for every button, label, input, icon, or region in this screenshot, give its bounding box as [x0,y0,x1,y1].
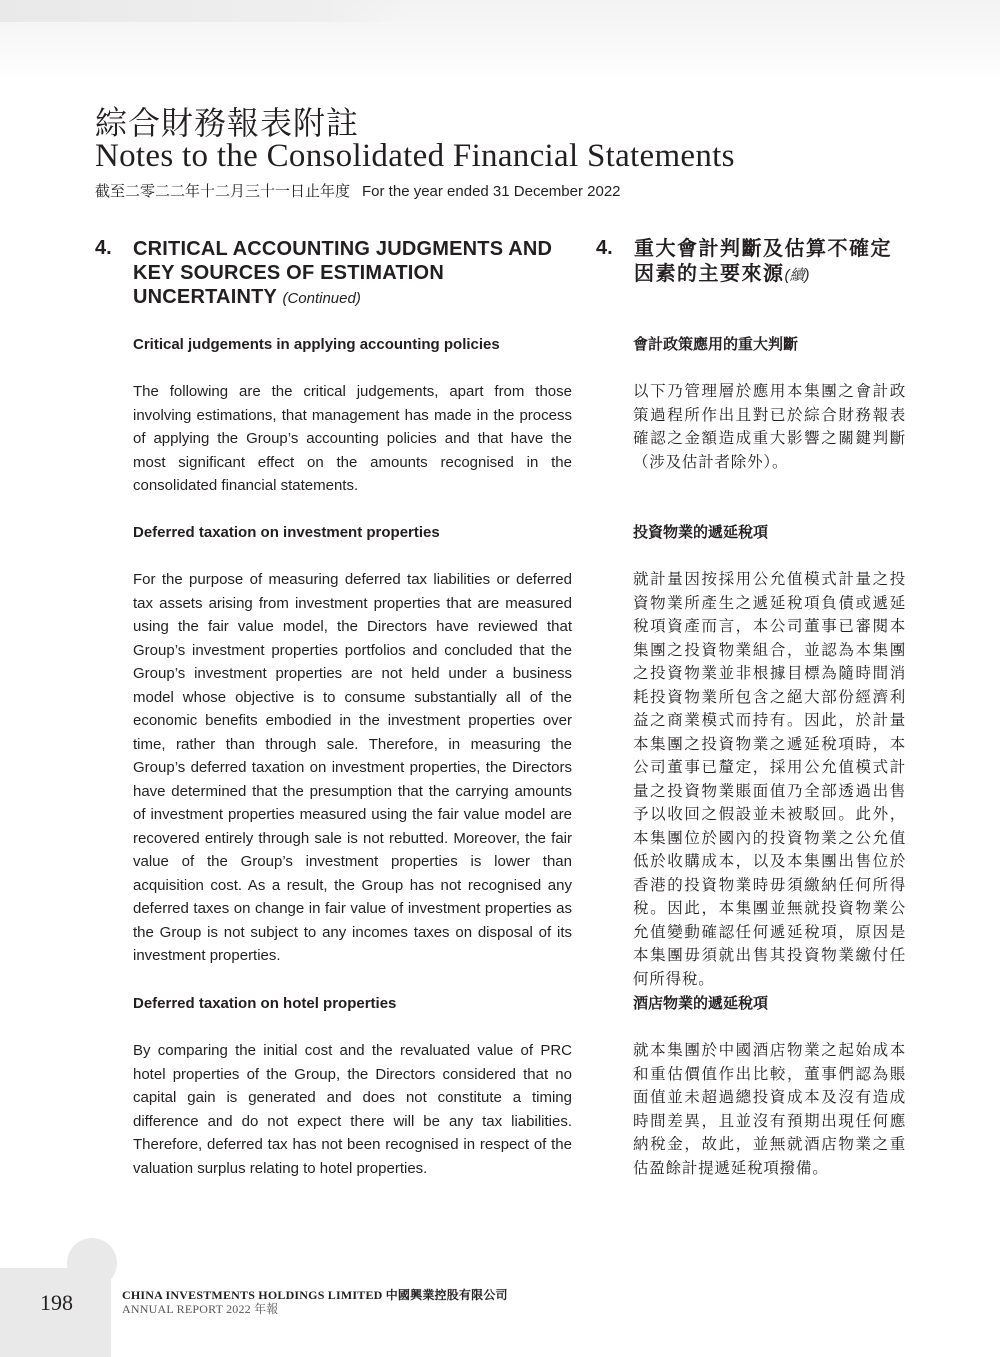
paragraph-hotel-properties-en: By comparing the initial cost and the revaluated value of PRC hotel properties of the Group, the Directors considered that no capital gain is generated and does not constitute a timing difference and do not expect there will be any tax liabilities. Therefore, deferred tax has not been recognised in respect of the valuation surplus relating to hotel properties. [133,1042,572,1177]
subhead-investment-properties-zh: 投資物業的遞延稅項 [633,524,769,541]
paragraph-investment-properties-zh: 就計量因按採用公允值模式計量之投資物業所產生之遞延稅項負債或遞延稅項資產而言，本公司董事已審閱本集團之投資物業組合，並認為本集團之投資物業並非根據目標為隨時間消耗投資物業所包含之絕大部份經濟利益之商業模式而持有。因此，於計量本集團之投資物業之遞延稅項時，本公司董事已釐定，採用公允值模式計量之投資物業賬面值乃全部透過出售予以收回之假設並未被駁回。此外，本集團位於國內的投資物業之公允值低於收購成本，以及本集團出售位於香港的投資物業時毋須繳納任何所得稅。因此，本集團並無就投資物業公允值變動確認任何遞延稅項，原因是本集團毋須就出售其投資物業繳付任何所得稅。 [633,571,906,988]
subhead-critical-judgements-zh: 會計政策應用的重大判斷 [633,336,799,353]
header-decoration [0,0,410,22]
continued-label-en: (Continued) [282,290,361,307]
page-number: 198 [40,1290,73,1315]
paragraph-critical-judgements-zh: 以下乃管理層於應用本集團之會計政策過程所作出且對已於綜合財務報表確認之金額造成重大影響之關鍵判斷（涉及估計者除外）。 [633,383,906,471]
section-heading-en [95,237,572,311]
section-title-zh-text: 重大會計判斷及估算不確定因素的主要來源 [634,238,892,285]
section-number-zh: 4. [596,237,613,259]
section-number-en: 4. [95,237,112,259]
footer-company-name: CHINA INVESTMENTS HOLDINGS LIMITED 中國興業控股有限公司 [122,1288,508,1302]
section-title-en-text: CRITICAL ACCOUNTING JUDGMENTS AND KEY SOURCES OF ESTIMATION UNCERTAINTY [133,238,553,308]
period-en: For the year ended 31 December 2022 [362,183,621,200]
footer-report-title: ANNUAL REPORT 2022 年報 [122,1302,279,1316]
continued-label-zh: (續) [784,267,810,284]
paragraph-investment-properties-en: For the purpose of measuring deferred tax liabilities or deferred tax assets arising from investment properties that are measured using the fair value model, the Directors have reviewed that Group’s investment properties portfolios and concluded that the Group’s investment properties are not held under a business model whose objective is to consume substantially all of the economic benefits embodied in the investment properties over time, rather than through sale. Therefore, in measuring the Group’s deferred taxation on investment properties, the Directors have determined that the presumption that the carrying amounts of investment properties measured using the fair value model are recovered entirely through sale is not rebutted. Moreover, the fair value of the Group’s investment properties is lower than acquisition cost. As a result, the Group has not recognised any deferred taxes on change in fair value of investment properties as the Group is not subject to any incomes taxes on disposal of its investment properties. [133,571,572,964]
paragraph-hotel-properties-zh: 就本集團於中國酒店物業之起始成本和重估價值作出比較，董事們認為賬面值並未超過總投資成本及沒有造成時間差異，且並沒有預期出現任何應納稅金，故此，並無就酒店物業之重估盈餘計提遞延稅項撥備。 [633,1042,906,1177]
paragraph-critical-judgements-en: The following are the critical judgements, apart from those involving estimations, that management has made in the process of applying the Group’s accounting policies and that have the most significant effect on the amounts recognised in the consolidated financial statements. [133,383,572,494]
subhead-hotel-properties-zh: 酒店物業的遞延稅項 [633,995,769,1012]
subhead-hotel-properties-en: Deferred taxation on hotel properties [133,995,397,1012]
page-title-zh: 綜合財務報表附註 [95,104,360,142]
subhead-critical-judgements-en: Critical judgements in applying accounting policies [133,336,500,353]
section-heading-zh [596,237,906,288]
page-title-en: Notes to the Consolidated Financial Statements [95,138,735,174]
subhead-investment-properties-en: Deferred taxation on investment properties [133,524,440,541]
section-title-zh [634,237,906,288]
period-subtitle [95,180,621,201]
section-title-en [133,237,572,311]
period-zh: 截至二零二二年十二月三十一日止年度 [95,183,351,200]
